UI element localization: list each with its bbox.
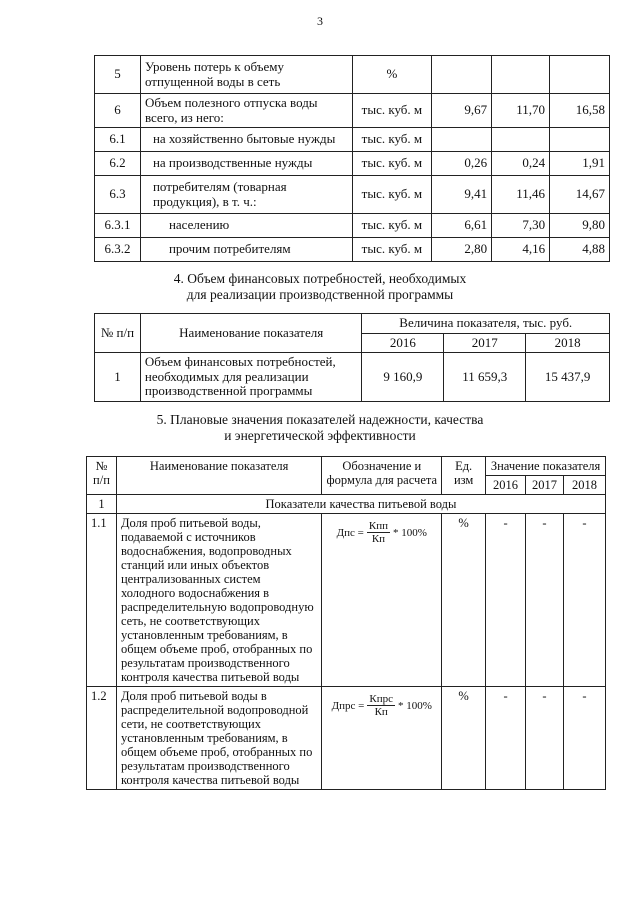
row-value: 9 160,9: [362, 353, 444, 402]
col-name-header: Наименование показателя: [140, 314, 362, 353]
row-value: 16,58: [550, 94, 610, 128]
year-header: 2016: [362, 333, 444, 353]
row-value: [550, 56, 610, 94]
finance-table: [94, 313, 610, 402]
formula-denominator: Кп: [374, 706, 388, 719]
formula-cell: [322, 514, 442, 687]
row-name: Объем полезного отпуска воды всего, из него:: [140, 94, 352, 128]
formula-fraction: [367, 520, 390, 546]
col-num-header: № п/п: [87, 457, 117, 495]
row-value: [432, 56, 492, 94]
row-value: 4,88: [550, 238, 610, 262]
row-num: 6: [95, 94, 141, 128]
group-label: Показатели качества питьевой воды: [116, 495, 605, 514]
row-num: 1: [95, 353, 141, 402]
formula-lhs: Дпс =: [336, 526, 364, 539]
year-header: 2017: [526, 476, 564, 495]
row-name: Доля проб питьевой воды, подаваемой с источников водоснабжения, водопроводных станций или иных объектов централизованных систем холодного водоснабжения в распределительную водопроводную сеть, не соответствующих установленным требованиям, в общем объеме проб, отобранных по результатам производственного контроля качества питьевой воды: [116, 514, 321, 687]
formula-rhs: * 100%: [397, 699, 432, 712]
formula-fraction: [367, 693, 395, 719]
section4-title: 4. Объем финансовых потребностей, необходимых для реализации производственной программы: [173, 271, 467, 303]
row-name: Уровень потерь к объему отпущенной воды в сеть: [140, 56, 352, 94]
table-row: [95, 56, 610, 94]
formula-denominator: Кп: [371, 533, 386, 546]
row-value: 1,91: [550, 152, 610, 176]
row-value: -: [526, 687, 564, 790]
year-header: 2016: [486, 476, 526, 495]
row-unit: тыс. куб. м: [352, 176, 432, 214]
row-value: 6,61: [432, 214, 492, 238]
group-num: 1: [87, 495, 117, 514]
page-number: 3: [317, 14, 323, 28]
col-value-header: Величина показателя, тыс. руб.: [362, 314, 610, 334]
table-row: [95, 128, 610, 152]
col-value-header: Значение показателя: [486, 457, 606, 476]
row-unit: тыс. куб. м: [352, 128, 432, 152]
col-unit-header: Ед. изм: [442, 457, 486, 495]
row-name: населению: [140, 214, 352, 238]
row-num: 6.2: [95, 152, 141, 176]
row-value: 2,80: [432, 238, 492, 262]
row-value: 0,24: [492, 152, 550, 176]
formula-lhs: Дпрс =: [331, 699, 365, 712]
row-unit: тыс. куб. м: [352, 214, 432, 238]
table-row: [95, 238, 610, 262]
row-value: 0,26: [432, 152, 492, 176]
row-unit: тыс. куб. м: [352, 238, 432, 262]
row-num: 1.1: [87, 514, 117, 687]
row-value: [550, 128, 610, 152]
row-value: [432, 128, 492, 152]
row-value: 14,67: [550, 176, 610, 214]
row-value: 11 659,3: [444, 353, 526, 402]
col-name-header: Наименование показателя: [116, 457, 321, 495]
row-num: 5: [95, 56, 141, 94]
row-value: 9,41: [432, 176, 492, 214]
row-num: 6.3.1: [95, 214, 141, 238]
row-value: [492, 128, 550, 152]
row-value: -: [564, 687, 606, 790]
row-name: потребителям (товарная продукция), в т. ч.:: [140, 176, 352, 214]
row-value: [492, 56, 550, 94]
row-num: 6.1: [95, 128, 141, 152]
row-value: 15 437,9: [526, 353, 610, 402]
row-value: 11,46: [492, 176, 550, 214]
row-value: -: [526, 514, 564, 687]
row-value: 4,16: [492, 238, 550, 262]
row-num: 6.3.2: [95, 238, 141, 262]
row-unit: тыс. куб. м: [352, 94, 432, 128]
row-value: 7,30: [492, 214, 550, 238]
row-unit: тыс. куб. м: [352, 152, 432, 176]
row-name: на производственные нужды: [140, 152, 352, 176]
row-unit: %: [442, 687, 486, 790]
year-header: 2018: [564, 476, 606, 495]
formula-numerator: Кпрс: [369, 693, 393, 705]
row-value: 11,70: [492, 94, 550, 128]
row-value: -: [486, 514, 526, 687]
formula-numerator: Кпп: [368, 520, 388, 532]
year-header: 2017: [444, 333, 526, 353]
formula-cell: [322, 687, 442, 790]
row-unit: %: [352, 56, 432, 94]
table-row: [95, 94, 610, 128]
row-num: 6.3: [95, 176, 141, 214]
row-name: Доля проб питьевой воды в распределительной водопроводной сети, не соответствующих установленным требованиям, в общем объеме проб, отобранных по результатам производственного контроля качества питьевой воды: [116, 687, 321, 790]
row-value: -: [486, 687, 526, 790]
row-name: Объем финансовых потребностей, необходимых для реализации производственной программы: [140, 353, 362, 402]
table-row: [87, 687, 606, 790]
col-formula-header: Обозначение и формула для расчета: [322, 457, 442, 495]
indicators-table: [86, 456, 606, 790]
row-num: 1.2: [87, 687, 117, 790]
year-header: 2018: [526, 333, 610, 353]
production-table: [94, 55, 610, 262]
table-row: [87, 514, 606, 687]
row-value: -: [564, 514, 606, 687]
table-row: [95, 152, 610, 176]
section5-title: 5. Плановые значения показателей надежности, качества и энергетической эффективности: [156, 412, 484, 444]
row-name: на хозяйственно бытовые нужды: [140, 128, 352, 152]
formula-rhs: * 100%: [393, 526, 427, 539]
row-name: прочим потребителям: [140, 238, 352, 262]
row-value: 9,80: [550, 214, 610, 238]
col-num-header: № п/п: [95, 314, 141, 353]
table-row: [95, 214, 610, 238]
row-unit: %: [442, 514, 486, 687]
row-value: 9,67: [432, 94, 492, 128]
table-row: [95, 176, 610, 214]
